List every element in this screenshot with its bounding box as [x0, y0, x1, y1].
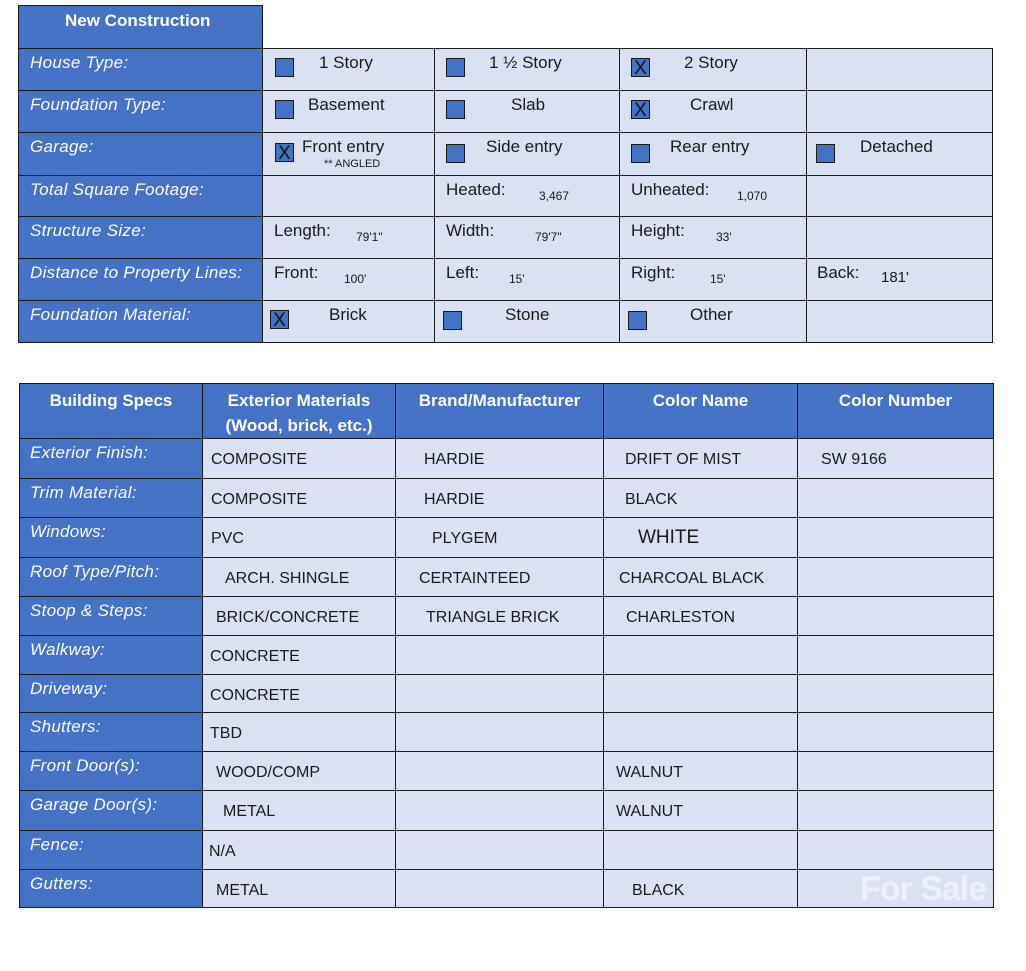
option-side-entry: Side entry — [486, 137, 563, 156]
spec-label: Windows: — [30, 522, 106, 541]
option-crawl: Crawl — [690, 95, 734, 114]
checkbox-1-half-story[interactable] — [446, 58, 465, 77]
spec-color: WHITE — [638, 527, 700, 548]
option-rear-entry: Rear entry — [670, 137, 750, 156]
right-distance-label: Right: — [631, 263, 676, 282]
right-distance-value: 15' — [710, 272, 726, 286]
table-row — [20, 558, 994, 597]
table-row — [20, 439, 994, 479]
option-brick: Brick — [329, 305, 367, 324]
spec-label: Front Door(s): — [30, 756, 140, 775]
option-1-half-story: 1 ½ Story — [489, 53, 562, 72]
checkbox-side-entry[interactable] — [446, 144, 465, 163]
header-exterior-materials-line2: (Wood, brick, etc.) — [225, 416, 373, 435]
spec-material: COMPOSITE — [211, 451, 308, 468]
spec-color: CHARLESTON — [626, 609, 736, 626]
height-label: Height: — [631, 221, 685, 240]
spec-brand: HARDIE — [424, 491, 485, 508]
spec-material: TBD — [210, 725, 242, 742]
distance-label: Distance to Property Lines: — [30, 263, 243, 282]
table-row — [20, 713, 994, 752]
house-type-label: House Type: — [30, 53, 129, 72]
option-2-story: 2 Story — [684, 53, 738, 72]
left-distance-label: Left: — [446, 263, 480, 282]
spec-label: Exterior Finish: — [30, 443, 149, 462]
table-row — [20, 870, 994, 908]
option-1-story: 1 Story — [319, 53, 373, 72]
front-distance-label: Front: — [274, 263, 319, 282]
square-footage-label: Total Square Footage: — [30, 180, 204, 199]
spec-label: Driveway: — [30, 679, 108, 698]
checkbox-2-story[interactable]: X — [631, 58, 650, 77]
length-label: Length: — [274, 221, 331, 240]
checkbox-front-entry[interactable]: X — [275, 143, 294, 162]
spec-material: CONCRETE — [210, 648, 300, 665]
spec-color: WALNUT — [616, 764, 683, 781]
table-row — [20, 636, 994, 675]
left-distance-value: 15' — [509, 272, 525, 286]
structure-size-label: Structure Size: — [30, 221, 146, 240]
section-title: New Construction — [65, 11, 211, 30]
building-specs-table — [19, 383, 994, 908]
table-row — [20, 752, 994, 791]
table-row — [20, 675, 994, 713]
table-row — [20, 791, 994, 831]
foundation-material-label: Foundation Material: — [30, 305, 191, 324]
spec-color: CHARCOAL BLACK — [619, 570, 765, 587]
spec-color: BLACK — [625, 491, 678, 508]
spec-material: ARCH. SHINGLE — [225, 570, 350, 587]
spec-color: DRIFT OF MIST — [625, 451, 742, 468]
section-title-cell — [19, 6, 263, 49]
table-row — [20, 518, 994, 558]
header-color-number: Color Number — [838, 391, 953, 410]
spec-material: BRICK/CONCRETE — [216, 609, 360, 626]
spec-material: CONCRETE — [210, 687, 300, 704]
spec-brand: TRIANGLE BRICK — [426, 609, 560, 626]
for-sale-watermark: For Sale — [860, 870, 987, 908]
spec-label: Garage Door(s): — [30, 795, 158, 814]
spec-material: WOOD/COMP — [216, 764, 320, 781]
spec-material: METAL — [223, 803, 276, 820]
table-row — [20, 831, 994, 870]
spec-color: BLACK — [632, 882, 685, 899]
option-front-entry: Front entry — [302, 137, 385, 156]
spec-number: SW 9166 — [821, 451, 887, 468]
checkbox-1-story[interactable] — [275, 58, 294, 77]
front-distance-value: 100' — [344, 272, 367, 286]
width-value: 79'7" — [535, 230, 562, 244]
spec-material: COMPOSITE — [211, 491, 308, 508]
checkbox-stone[interactable] — [443, 311, 462, 330]
new-construction-table — [18, 5, 993, 343]
checkbox-crawl[interactable]: X — [631, 100, 650, 119]
option-slab: Slab — [511, 95, 546, 114]
spec-label: Fence: — [30, 835, 84, 854]
header-color-name: Color Name — [652, 391, 749, 410]
option-other: Other — [690, 305, 733, 324]
spec-color: WALNUT — [616, 803, 683, 820]
garage-label: Garage: — [30, 137, 94, 156]
option-detached: Detached — [860, 137, 933, 156]
table-row — [20, 479, 994, 518]
checkbox-basement[interactable] — [275, 100, 294, 119]
table-row — [20, 597, 994, 636]
heated-value: 3,467 — [539, 189, 570, 203]
unheated-label: Unheated: — [631, 180, 710, 199]
spec-label: Walkway: — [30, 640, 105, 659]
spec-label: Trim Material: — [30, 483, 137, 502]
back-distance-label: Back: — [817, 263, 860, 282]
header-brand: Brand/Manufacturer — [418, 391, 581, 410]
option-basement: Basement — [308, 95, 385, 114]
checkbox-rear-entry[interactable] — [631, 144, 650, 163]
spec-brand: CERTAINTEED — [419, 570, 531, 587]
spec-brand: PLYGEM — [432, 530, 498, 547]
header-exterior-materials-line1: Exterior Materials — [227, 391, 371, 410]
length-value: 79'1" — [356, 230, 383, 244]
foundation-type-label: Foundation Type: — [30, 95, 166, 114]
checkbox-brick[interactable]: X — [270, 310, 289, 329]
back-distance-value: 181' — [881, 269, 909, 286]
unheated-value: 1,070 — [737, 189, 768, 203]
spec-label: Shutters: — [30, 717, 101, 736]
checkbox-other[interactable] — [628, 311, 647, 330]
spec-label: Stoop & Steps: — [30, 601, 148, 620]
specs-header-row — [20, 384, 994, 439]
header-exterior-materials — [203, 384, 395, 438]
checkbox-slab[interactable] — [446, 100, 465, 119]
front-entry-note: ** ANGLED — [324, 158, 381, 170]
spec-material: PVC — [211, 530, 244, 547]
checkbox-detached[interactable] — [816, 144, 835, 163]
height-value: 33' — [716, 230, 732, 244]
option-stone: Stone — [505, 305, 550, 324]
heated-label: Heated: — [446, 180, 506, 199]
spec-material: METAL — [216, 882, 269, 899]
spec-label: Roof Type/Pitch: — [30, 562, 160, 581]
spec-label: Gutters: — [30, 874, 93, 893]
header-building-specs: Building Specs — [49, 391, 173, 410]
spec-material: N/A — [209, 843, 236, 860]
spec-brand: HARDIE — [424, 451, 485, 468]
width-label: Width: — [446, 221, 495, 240]
